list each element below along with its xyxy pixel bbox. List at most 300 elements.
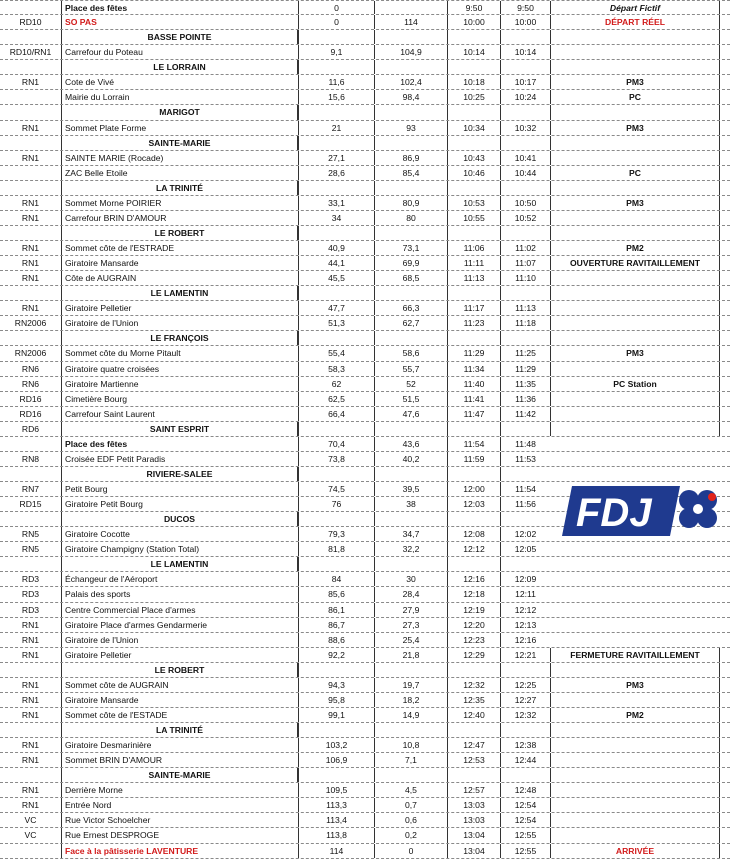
note-cell: DÉPART RÉEL (550, 15, 720, 29)
note-cell (550, 723, 720, 737)
road-cell (0, 286, 61, 300)
time-fast-cell: 13:03 (447, 798, 500, 812)
place-cell: Giratoire de l'Union (61, 633, 298, 647)
km-cell: 106,9 (298, 753, 374, 767)
time-slow-cell: 12:13 (500, 618, 550, 632)
time-slow-cell: 10:00 (500, 15, 550, 29)
km-remaining-cell: 34,7 (374, 527, 447, 541)
table-row (0, 783, 730, 798)
time-slow-cell: 11:54 (500, 482, 550, 496)
town-header-row (0, 286, 730, 301)
time-slow-cell: 12:02 (500, 527, 550, 541)
place-cell: Carrefour Saint Laurent (61, 407, 298, 421)
time-fast-cell: 11:23 (447, 316, 500, 330)
note-cell (550, 331, 720, 345)
time-fast-cell (447, 30, 500, 44)
road-cell: RD16 (19, 408, 42, 419)
road-cell (0, 136, 61, 150)
time-fast-cell (447, 286, 500, 300)
note-cell: PM3 (550, 678, 720, 692)
table-row (0, 75, 730, 90)
time-slow-cell: 11:56 (500, 497, 550, 511)
km-cell: 84 (298, 572, 374, 586)
note-cell (550, 783, 720, 797)
km-remaining-cell (374, 467, 447, 481)
road-cell (0, 557, 61, 571)
km-remaining-cell (374, 512, 447, 526)
time-slow-cell: 11:13 (500, 301, 550, 315)
time-fast-cell (447, 467, 500, 481)
time-fast-cell: 10:00 (447, 15, 500, 29)
note-cell (550, 813, 720, 827)
km-cell: 9,1 (298, 45, 374, 59)
time-fast-cell: 12:12 (447, 542, 500, 556)
table-row (0, 828, 730, 843)
time-fast-cell: 13:03 (447, 813, 500, 827)
table-row (0, 452, 730, 467)
town-header-row (0, 663, 730, 678)
road-cell (0, 723, 61, 737)
table-row (0, 271, 730, 286)
km-cell: 81,8 (298, 542, 374, 556)
time-fast-cell: 11:34 (447, 362, 500, 376)
km-cell (298, 723, 374, 737)
note-cell (550, 407, 720, 421)
town-name: LA TRINITÉ (61, 723, 298, 737)
road-cell: RN1 (21, 77, 40, 88)
road-cell: RD6 (21, 423, 40, 434)
note-cell (550, 316, 720, 330)
time-slow-cell (500, 30, 550, 44)
time-slow-cell (500, 422, 550, 436)
time-slow-cell: 10:17 (500, 75, 550, 89)
km-remaining-cell: 19,7 (374, 678, 447, 692)
table-row (0, 587, 730, 602)
place-cell: Centre Commercial Place d'armes (61, 603, 298, 617)
km-cell: 114 (298, 844, 374, 858)
place-cell: Cote de Vivé (61, 75, 298, 89)
road-cell: RN1 (21, 785, 40, 796)
km-cell (298, 467, 374, 481)
place-cell: Palais des sports (61, 587, 298, 601)
note-cell: Départ Fictif (550, 1, 720, 14)
road-cell: RD10/RN1 (9, 47, 52, 58)
town-name: LA TRINITÉ (61, 181, 298, 195)
time-slow-cell: 12:27 (500, 693, 550, 707)
time-slow-cell: 11:07 (500, 256, 550, 270)
time-slow-cell: 12:16 (500, 633, 550, 647)
time-slow-cell: 10:41 (500, 151, 550, 165)
town-name: LE FRANÇOIS (61, 331, 298, 345)
place-cell: Giratoire Mansarde (61, 693, 298, 707)
table-row (0, 211, 730, 226)
road-cell: RD3 (21, 574, 40, 585)
km-remaining-cell: 0,7 (374, 798, 447, 812)
time-fast-cell (447, 768, 500, 782)
km-cell (298, 226, 374, 240)
place-cell: Giratoire Champigny (Station Total) (61, 542, 298, 556)
time-slow-cell (500, 105, 550, 119)
road-cell (0, 512, 61, 526)
town-name: BASSE POINTE (61, 30, 298, 44)
time-fast-cell: 10:43 (447, 151, 500, 165)
note-cell (550, 211, 720, 225)
km-remaining-cell: 0 (374, 844, 447, 858)
road-cell (0, 844, 61, 858)
town-name: LE LAMENTIN (61, 557, 298, 571)
km-cell: 92,2 (298, 648, 374, 662)
time-fast-cell (447, 105, 500, 119)
km-cell: 47,7 (298, 301, 374, 315)
road-cell (0, 226, 61, 240)
table-row (0, 151, 730, 166)
town-name: SAINT ESPRIT (61, 422, 298, 436)
note-cell (550, 572, 720, 586)
km-remaining-cell: 47,6 (374, 407, 447, 421)
table-row (0, 648, 730, 663)
table-row (0, 693, 730, 708)
km-remaining-cell (374, 60, 447, 74)
road-cell (0, 181, 61, 195)
time-slow-cell (500, 467, 550, 481)
place-cell: Giratoire Martienne (61, 377, 298, 391)
road-cell: RN1 (21, 152, 40, 163)
km-cell: 95,8 (298, 693, 374, 707)
road-cell (0, 60, 61, 74)
km-remaining-cell: 32,2 (374, 542, 447, 556)
time-fast-cell: 11:06 (447, 241, 500, 255)
time-fast-cell (447, 723, 500, 737)
time-slow-cell: 11:35 (500, 377, 550, 391)
note-cell (550, 753, 720, 767)
place-cell: SAINTE MARIE (Rocade) (61, 151, 298, 165)
km-cell: 33,1 (298, 196, 374, 210)
km-remaining-cell: 40,2 (374, 452, 447, 466)
place-cell: Place des fêtes (61, 437, 298, 451)
km-remaining-cell: 0,6 (374, 813, 447, 827)
note-cell: PC (550, 166, 720, 180)
km-cell: 113,3 (298, 798, 374, 812)
place-cell: Sommet Morne POIRIER (61, 196, 298, 210)
km-remaining-cell: 4,5 (374, 783, 447, 797)
km-remaining-cell: 93 (374, 121, 447, 135)
table-row (0, 301, 730, 316)
note-cell (550, 151, 720, 165)
note-cell (550, 45, 720, 59)
town-header-row (0, 181, 730, 196)
km-remaining-cell: 27,3 (374, 618, 447, 632)
time-slow-cell: 12:25 (500, 678, 550, 692)
km-remaining-cell: 38 (374, 497, 447, 511)
time-fast-cell: 12:32 (447, 678, 500, 692)
km-cell (298, 30, 374, 44)
km-remaining-cell: 69,9 (374, 256, 447, 270)
town-header-row (0, 105, 730, 120)
place-cell: Sommet Plate Forme (61, 121, 298, 135)
road-cell (0, 90, 61, 104)
place-cell: Giratoire Mansarde (61, 256, 298, 270)
km-remaining-cell (374, 663, 447, 677)
km-remaining-cell: 30 (374, 572, 447, 586)
time-fast-cell: 11:47 (447, 407, 500, 421)
table-row (0, 708, 730, 723)
note-cell (550, 30, 720, 44)
place-cell: Croisée EDF Petit Paradis (61, 452, 298, 466)
place-cell: Giratoire Desmarinière (61, 738, 298, 752)
time-slow-cell: 12:44 (500, 753, 550, 767)
place-cell: Mairie du Lorrain (61, 90, 298, 104)
note-cell (550, 437, 720, 451)
time-slow-cell: 10:32 (500, 121, 550, 135)
km-cell: 66,4 (298, 407, 374, 421)
km-cell: 73,8 (298, 452, 374, 466)
note-cell (550, 105, 720, 119)
road-cell: RN5 (21, 544, 40, 555)
km-cell: 44,1 (298, 256, 374, 270)
table-row (0, 753, 730, 768)
table-row (0, 241, 730, 256)
time-fast-cell: 10:55 (447, 211, 500, 225)
place-cell: Entrée Nord (61, 798, 298, 812)
km-remaining-cell: 55,7 (374, 362, 447, 376)
road-cell: RN1 (21, 740, 40, 751)
km-remaining-cell (374, 286, 447, 300)
note-cell (550, 136, 720, 150)
note-cell: ARRIVÉE (550, 844, 720, 858)
town-name: SAINTE-MARIE (61, 136, 298, 150)
km-remaining-cell: 98,4 (374, 90, 447, 104)
road-cell: RN6 (21, 363, 40, 374)
time-slow-cell: 12:38 (500, 738, 550, 752)
time-fast-cell: 10:14 (447, 45, 500, 59)
table-row (0, 437, 730, 452)
time-fast-cell: 10:18 (447, 75, 500, 89)
km-remaining-cell: 114 (374, 15, 447, 29)
km-remaining-cell: 80 (374, 211, 447, 225)
time-slow-cell (500, 663, 550, 677)
km-cell: 88,6 (298, 633, 374, 647)
table-row (0, 618, 730, 633)
table-row (0, 798, 730, 813)
time-fast-cell: 11:11 (447, 256, 500, 270)
time-fast-cell: 11:41 (447, 392, 500, 406)
km-remaining-cell: 62,7 (374, 316, 447, 330)
town-header-row (0, 331, 730, 346)
town-name: SAINTE-MARIE (61, 768, 298, 782)
place-cell: Face à la pâtisserie LAVENTURE (61, 844, 298, 858)
km-cell (298, 557, 374, 571)
table-row (0, 121, 730, 136)
clover-icon (679, 490, 717, 528)
table-row (0, 813, 730, 828)
km-remaining-cell: 58,6 (374, 346, 447, 360)
time-slow-cell: 12:09 (500, 572, 550, 586)
km-cell (298, 422, 374, 436)
note-cell (550, 452, 720, 466)
km-remaining-cell (374, 422, 447, 436)
km-cell: 62,5 (298, 392, 374, 406)
table-row (0, 362, 730, 377)
km-remaining-cell: 7,1 (374, 753, 447, 767)
note-cell (550, 828, 720, 842)
time-slow-cell: 12:54 (500, 813, 550, 827)
place-cell: Sommet BRIN D'AMOUR (61, 753, 298, 767)
km-remaining-cell: 66,3 (374, 301, 447, 315)
town-header-row (0, 30, 730, 45)
time-slow-cell: 11:48 (500, 437, 550, 451)
km-remaining-cell (374, 1, 447, 14)
km-remaining-cell: 21,8 (374, 648, 447, 662)
town-name: RIVIERE-SALEE (61, 467, 298, 481)
place-cell: Derrière Morne (61, 783, 298, 797)
note-cell: PC (550, 90, 720, 104)
road-cell: RN6 (21, 378, 40, 389)
place-cell: Rue Victor Schoelcher (61, 813, 298, 827)
km-cell: 79,3 (298, 527, 374, 541)
time-fast-cell: 13:04 (447, 844, 500, 858)
road-cell: RD15 (19, 499, 42, 510)
note-cell (550, 768, 720, 782)
town-header-row (0, 60, 730, 75)
time-slow-cell: 12:12 (500, 603, 550, 617)
time-fast-cell (447, 136, 500, 150)
note-cell: PM3 (550, 75, 720, 89)
time-fast-cell: 12:53 (447, 753, 500, 767)
place-cell: Carrefour du Poteau (61, 45, 298, 59)
km-remaining-cell: 14,9 (374, 708, 447, 722)
place-cell: Giratoire Petit Bourg (61, 497, 298, 511)
time-fast-cell: 10:34 (447, 121, 500, 135)
table-row (0, 407, 730, 422)
km-cell: 0 (298, 1, 374, 14)
time-slow-cell: 12:55 (500, 828, 550, 842)
note-cell (550, 633, 720, 647)
road-cell: RD10 (19, 17, 42, 28)
town-header-row (0, 422, 730, 437)
road-cell: RN1 (21, 634, 40, 645)
km-remaining-cell: 27,9 (374, 603, 447, 617)
town-name: MARIGOT (61, 105, 298, 119)
km-cell: 45,5 (298, 271, 374, 285)
time-fast-cell: 12:16 (447, 572, 500, 586)
place-cell: SO PAS (61, 15, 298, 29)
km-cell: 15,6 (298, 90, 374, 104)
km-cell: 85,6 (298, 587, 374, 601)
note-cell (550, 603, 720, 617)
time-fast-cell (447, 226, 500, 240)
note-cell (550, 226, 720, 240)
table-row (0, 316, 730, 331)
road-cell (0, 30, 61, 44)
km-cell: 51,3 (298, 316, 374, 330)
time-fast-cell: 10:53 (447, 196, 500, 210)
km-cell: 28,6 (298, 166, 374, 180)
place-cell: Côte de AUGRAIN (61, 271, 298, 285)
time-fast-cell: 12:35 (447, 693, 500, 707)
note-cell: PM2 (550, 241, 720, 255)
road-cell: RN1 (21, 258, 40, 269)
place-cell: Giratoire Cocotte (61, 527, 298, 541)
time-fast-cell: 12:08 (447, 527, 500, 541)
table-row (0, 256, 730, 271)
km-remaining-cell (374, 105, 447, 119)
town-header-row (0, 557, 730, 572)
place-cell: Échangeur de l'Aéroport (61, 572, 298, 586)
time-slow-cell: 12:11 (500, 587, 550, 601)
road-cell: RN1 (21, 243, 40, 254)
time-fast-cell: 11:40 (447, 377, 500, 391)
km-cell (298, 286, 374, 300)
km-cell: 34 (298, 211, 374, 225)
place-cell: Cimetière Bourg (61, 392, 298, 406)
time-slow-cell: 12:21 (500, 648, 550, 662)
time-slow-cell: 12:32 (500, 708, 550, 722)
time-slow-cell: 11:18 (500, 316, 550, 330)
road-cell: RN1 (21, 212, 40, 223)
note-cell (550, 286, 720, 300)
road-cell: RN1 (21, 273, 40, 284)
table-row (0, 377, 730, 392)
time-fast-cell: 12:00 (447, 482, 500, 496)
km-cell: 55,4 (298, 346, 374, 360)
road-cell (0, 105, 61, 119)
km-remaining-cell (374, 226, 447, 240)
town-header-row (0, 226, 730, 241)
km-remaining-cell: 80,9 (374, 196, 447, 210)
km-cell (298, 331, 374, 345)
km-remaining-cell: 102,4 (374, 75, 447, 89)
road-cell: RN1 (21, 303, 40, 314)
time-slow-cell: 11:10 (500, 271, 550, 285)
note-cell (550, 271, 720, 285)
note-cell: PM3 (550, 121, 720, 135)
place-cell: Giratoire Pelletier (61, 648, 298, 662)
km-cell: 113,4 (298, 813, 374, 827)
note-cell (550, 392, 720, 406)
road-cell: RD3 (21, 589, 40, 600)
road-cell (0, 331, 61, 345)
km-remaining-cell: 39,5 (374, 482, 447, 496)
time-slow-cell (500, 512, 550, 526)
table-row (0, 392, 730, 407)
note-cell: PM3 (550, 196, 720, 210)
road-cell: RN1 (21, 197, 40, 208)
km-cell (298, 512, 374, 526)
km-remaining-cell: 85,4 (374, 166, 447, 180)
town-header-row (0, 768, 730, 783)
road-cell: RN7 (21, 484, 40, 495)
time-fast-cell: 12:20 (447, 618, 500, 632)
road-cell: RN1 (21, 122, 40, 133)
km-cell (298, 181, 374, 195)
time-fast-cell (447, 422, 500, 436)
km-remaining-cell: 51,5 (374, 392, 447, 406)
km-cell: 62 (298, 377, 374, 391)
time-fast-cell: 10:46 (447, 166, 500, 180)
road-cell: VC (24, 815, 37, 826)
time-fast-cell: 12:03 (447, 497, 500, 511)
table-row (0, 678, 730, 693)
time-slow-cell: 10:14 (500, 45, 550, 59)
road-cell: RN2006 (14, 318, 47, 329)
table-row (0, 90, 730, 105)
time-fast-cell (447, 60, 500, 74)
road-cell: RN1 (21, 679, 40, 690)
time-fast-cell (447, 181, 500, 195)
km-cell: 11,6 (298, 75, 374, 89)
time-slow-cell: 11:42 (500, 407, 550, 421)
road-cell (0, 663, 61, 677)
